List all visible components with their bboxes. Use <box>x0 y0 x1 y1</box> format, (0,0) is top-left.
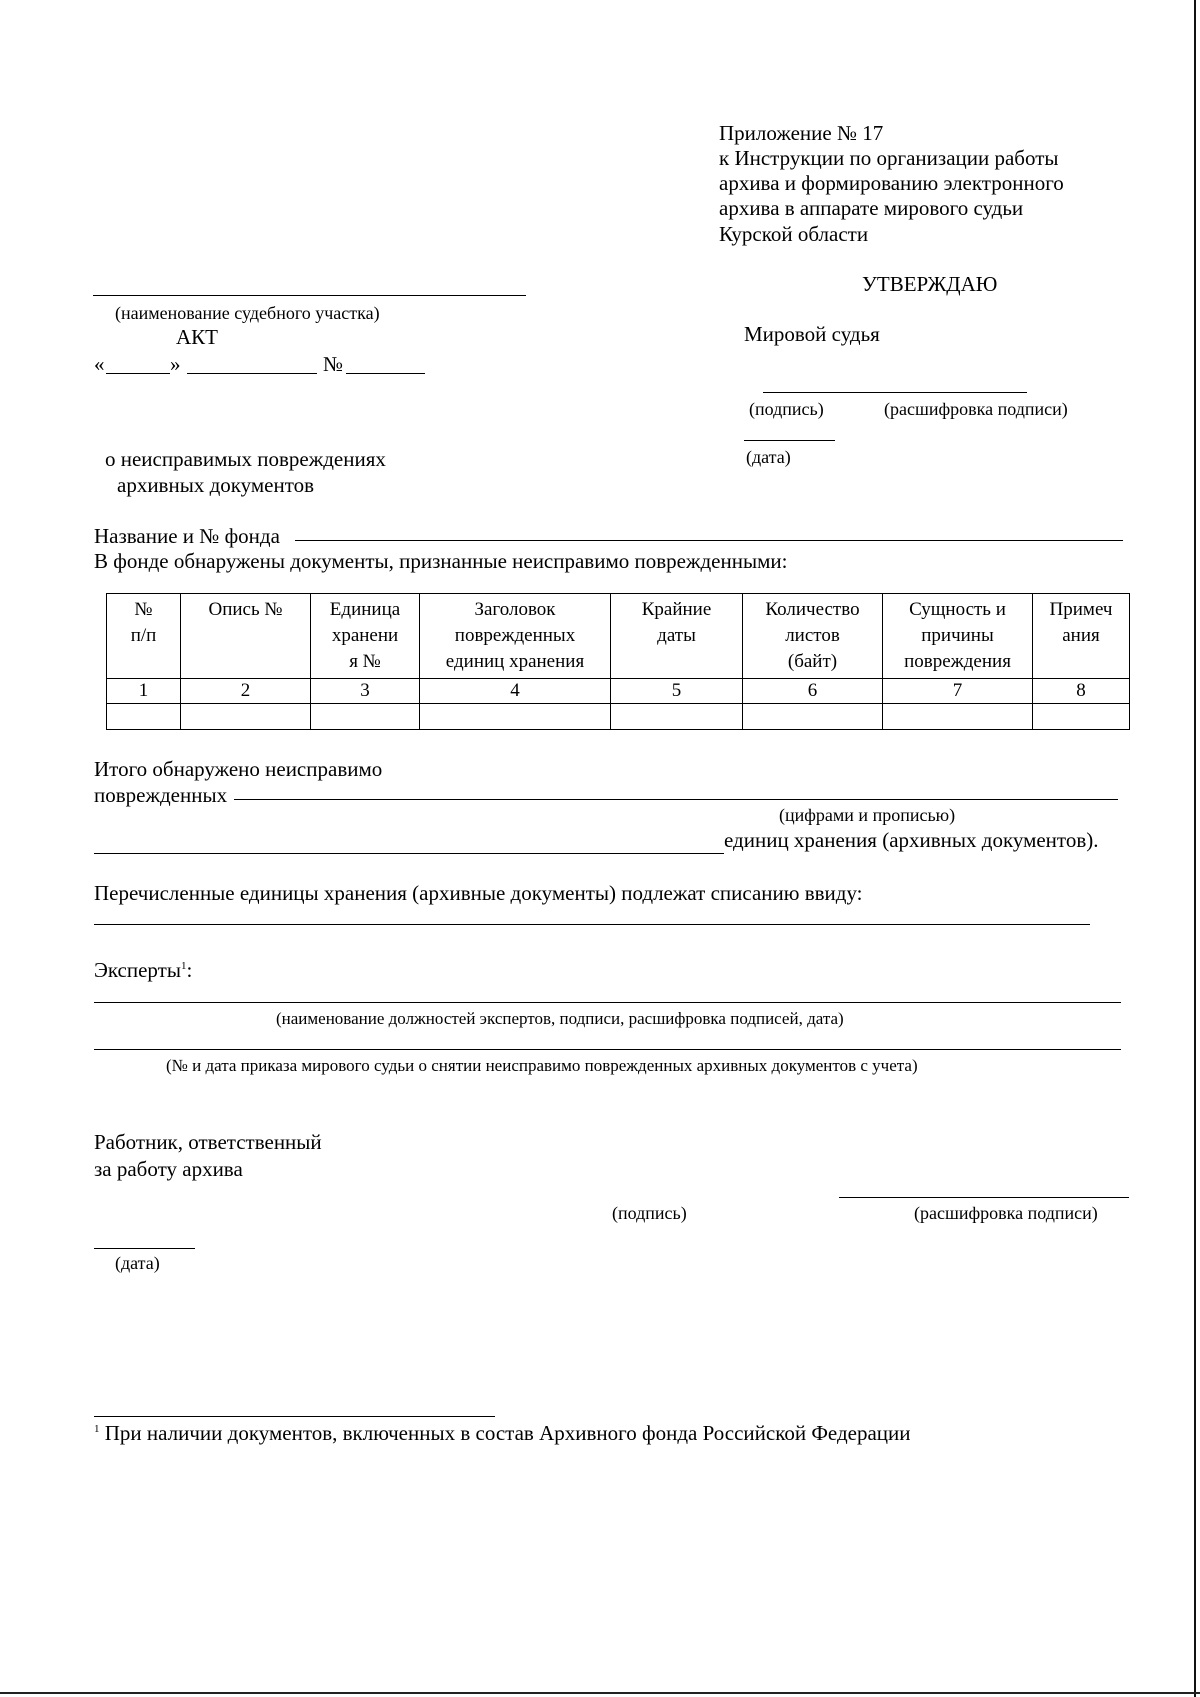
date-quote-close: » <box>170 352 181 376</box>
writeoff-text: Перечисленные единицы хранения (архивные документы) подлежат списанию ввиду: <box>94 881 863 905</box>
header-cell-sheets: Количество листов (байт) <box>743 594 883 679</box>
act-subject: архивных документов <box>117 473 315 497</box>
column-number: 7 <box>883 679 1033 704</box>
act-number-sign: № <box>323 352 344 376</box>
footnote-mark: 1 <box>180 960 187 972</box>
column-number: 3 <box>311 679 420 704</box>
footnote-mark: 1 <box>94 1423 100 1435</box>
judge-decoding-caption: (расшифровка подписи) <box>884 399 1068 419</box>
fund-label: Название и № фонда <box>94 524 280 548</box>
footnote <box>94 1421 911 1445</box>
date-quote-open: « <box>94 352 105 376</box>
order-line <box>94 1049 1121 1050</box>
fund-name-line <box>295 540 1123 541</box>
table-cell[interactable] <box>743 704 883 730</box>
judge-label: Мировой судья <box>744 322 880 346</box>
act-title: АКТ <box>176 325 218 349</box>
judge-date-caption: (дата) <box>746 447 791 467</box>
column-number: 1 <box>107 679 181 704</box>
column-number: 2 <box>181 679 311 704</box>
column-number: 5 <box>611 679 743 704</box>
worker-signature-caption: (подпись) <box>612 1203 687 1223</box>
writeoff-reason-line <box>94 924 1090 925</box>
table-cell[interactable] <box>420 704 611 730</box>
appendix-line: Курской области <box>719 222 869 246</box>
court-name-caption: (наименование судебного участка) <box>115 303 380 323</box>
worker-date-caption: (дата) <box>115 1253 160 1273</box>
experts-line <box>94 1002 1121 1003</box>
header-cell-number: № п/п <box>107 594 181 679</box>
appendix-line: архива и формированию электронного <box>719 171 1064 195</box>
judge-signature-line <box>763 392 1027 393</box>
worker-label: за работу архива <box>94 1157 243 1181</box>
scan-edge-bottom <box>0 1692 1200 1694</box>
judge-signature-caption: (подпись) <box>749 399 824 419</box>
column-number: 4 <box>420 679 611 704</box>
appendix-number: Приложение № 17 <box>719 121 884 145</box>
approve-title: УТВЕРЖДАЮ <box>862 272 998 296</box>
table-number-row <box>107 679 1130 704</box>
header-cell-unit: Единица хранени я № <box>311 594 420 679</box>
worker-decoding-line <box>839 1197 1129 1198</box>
appendix-line: к Инструкции по организации работы <box>719 146 1059 170</box>
header-cell-title: Заголовок поврежденных единиц хранения <box>420 594 611 679</box>
table-cell[interactable] <box>181 704 311 730</box>
table-cell[interactable] <box>107 704 181 730</box>
appendix-line: архива в аппарате мирового судьи <box>719 196 1024 220</box>
total-label: поврежденных <box>94 783 228 807</box>
total-units-text: единиц хранения (архивных документов). <box>724 828 1099 852</box>
experts-caption: (наименование должностей экспертов, подписи, расшифровка подписей, дата) <box>276 1009 844 1028</box>
scan-edge-right <box>1194 0 1196 1697</box>
header-cell-damage: Сущность и причины повреждения <box>883 594 1033 679</box>
column-number: 6 <box>743 679 883 704</box>
table-header-row <box>107 594 1130 679</box>
worker-decoding-caption: (расшифровка подписи) <box>914 1203 1098 1223</box>
worker-date-line <box>94 1248 195 1249</box>
total-words-line <box>94 853 724 854</box>
total-count-caption: (цифрами и прописью) <box>779 805 956 825</box>
table-cell[interactable] <box>611 704 743 730</box>
header-cell-inventory: Опись № <box>181 594 311 679</box>
act-month-line <box>187 373 317 374</box>
header-cell-notes: Примеч ания <box>1033 594 1130 679</box>
act-number-line <box>346 373 425 374</box>
header-cell-dates: Крайние даты <box>611 594 743 679</box>
table-cell[interactable] <box>311 704 420 730</box>
fund-found-text: В фонде обнаружены документы, признанные неисправимо поврежденными: <box>94 549 788 573</box>
total-label: Итого обнаружено неисправимо <box>94 757 383 781</box>
act-subject: о неисправимых повреждениях <box>105 447 386 471</box>
experts-label: Эксперты$^1$: <box>94 958 193 982</box>
act-day-line <box>106 373 170 374</box>
footnote-text: При наличии документов, включенных в состав Архивного фонда Российской Федерации <box>104 1421 911 1445</box>
footnote-separator <box>94 1416 495 1417</box>
column-number: 8 <box>1033 679 1130 704</box>
total-count-line <box>234 799 1118 800</box>
court-name-line <box>93 295 526 296</box>
table-cell[interactable] <box>1033 704 1130 730</box>
order-caption: (№ и дата приказа мирового судьи о снятии неисправимо поврежденных архивных документов с учета) <box>166 1056 918 1075</box>
table-row <box>107 704 1130 730</box>
judge-date-line <box>744 440 835 441</box>
worker-label: Работник, ответственный <box>94 1130 322 1154</box>
table-cell[interactable] <box>883 704 1033 730</box>
damaged-documents-table <box>106 593 1130 730</box>
